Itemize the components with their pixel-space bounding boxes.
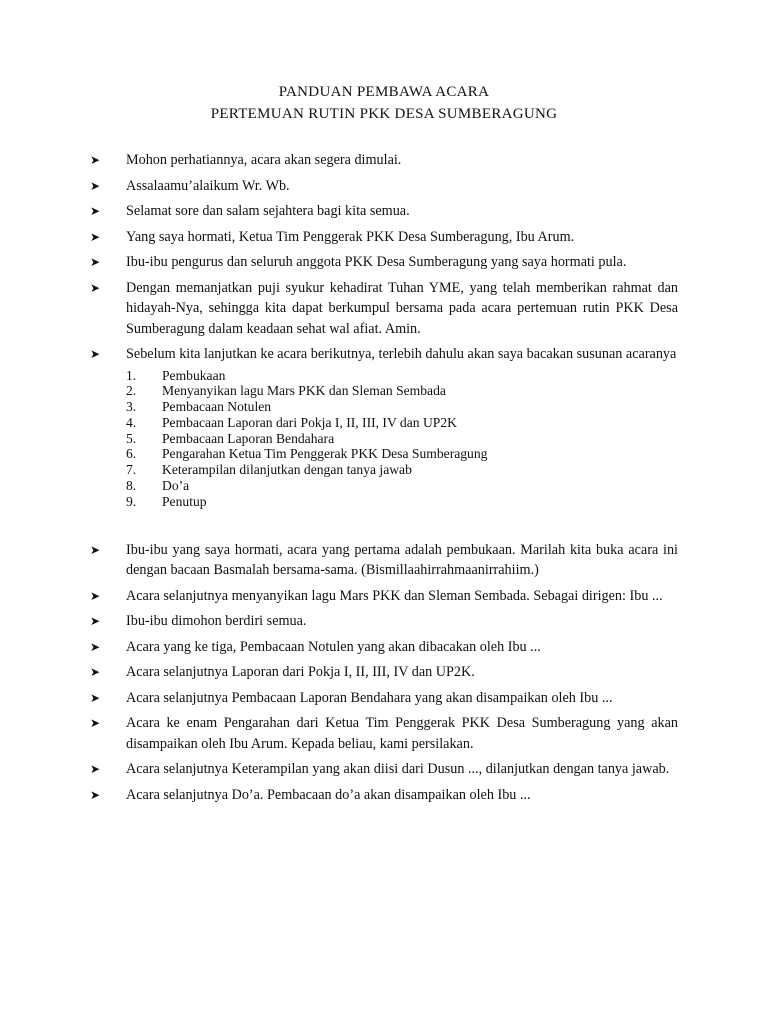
arrowhead-bullet-icon: ➤: [90, 280, 101, 295]
agenda-item: [126, 446, 678, 462]
agenda-number: 5.: [126, 430, 137, 446]
agenda-number: 1.: [126, 367, 137, 383]
agenda-item: [126, 383, 678, 399]
bullet-text: Yang saya hormati, Ketua Tim Penggerak PKK Desa Sumberagung, Ibu Arum.: [126, 228, 575, 245]
agenda-number: 2.: [126, 383, 137, 399]
bullet-item: [88, 344, 678, 365]
arrowhead-bullet-icon: ➤: [90, 588, 101, 603]
agenda-item: [126, 462, 678, 478]
arrowhead-bullet-icon: ➤: [90, 639, 101, 654]
bullet-item: [88, 611, 678, 632]
agenda-list: [126, 368, 678, 510]
bullet-item: [88, 540, 678, 581]
agenda-text: Pembacaan Laporan Bendahara: [162, 430, 335, 446]
bullet-item: [88, 278, 678, 340]
document-title-line1: PANDUAN PEMBAWA ACARA: [278, 84, 490, 100]
agenda-number: 8.: [126, 478, 137, 494]
bullet-text: Ibu-ibu pengurus dan seluruh anggota PKK Desa Sumberagung yang saya hormati pula.: [126, 254, 627, 270]
arrowhead-bullet-icon: ➤: [90, 614, 101, 629]
bullet-text: Ibu-ibu yang saya hormati, acara yang pertama adalah pembukaan. Marilah kita buka acara ini dengan bacaan Basmalah bersama-sama. (Bismillaahirrahmaanirrahiim.): [126, 541, 678, 579]
arrowhead-bullet-icon: ➤: [90, 690, 101, 705]
agenda-number: 4.: [126, 414, 137, 430]
agenda-text: Pembukaan: [162, 367, 226, 383]
agenda-item: [126, 399, 678, 415]
bullet-item: [88, 227, 678, 248]
bullet-item: [88, 637, 678, 658]
bullet-item: [88, 176, 678, 197]
bullet-item: [88, 759, 678, 780]
arrowhead-bullet-icon: ➤: [90, 762, 101, 777]
bullet-item: [88, 150, 678, 171]
agenda-text: Menyanyikan lagu Mars PKK dan Sleman Sembada: [162, 383, 446, 399]
bullet-text: Ibu-ibu dimohon berdiri semua.: [126, 613, 307, 630]
agenda-block: [88, 368, 678, 510]
bullet-item: [88, 785, 678, 806]
bullet-text: Acara selanjutnya menyanyikan lagu Mars PKK dan Sleman Sembada. Sebagai dirigen: Ibu ...: [126, 587, 663, 604]
arrowhead-bullet-icon: ➤: [90, 229, 101, 244]
arrowhead-bullet-icon: ➤: [90, 178, 101, 193]
agenda-text: Pengarahan Ketua Tim Penggerak PKK Desa Sumberagung: [162, 446, 488, 462]
agenda-text: Do’a: [162, 478, 190, 494]
agenda-number: 7.: [126, 462, 137, 478]
bullet-item: [88, 713, 678, 754]
bullet-text: Sebelum kita lanjutkan ke acara berikutnya, terlebih dahulu akan saya bacakan susunan acaranya: [126, 346, 677, 362]
agenda-text: Keterampilan dilanjutkan dengan tanya jawab: [162, 462, 412, 478]
agenda-text: Pembacaan Notulen: [162, 399, 272, 415]
agenda-item: [126, 431, 678, 447]
arrowhead-bullet-icon: ➤: [90, 665, 101, 680]
bullet-item: [88, 252, 678, 273]
arrowhead-bullet-icon: ➤: [90, 255, 101, 269]
bullet-item: [88, 201, 678, 222]
arrowhead-bullet-icon: ➤: [90, 347, 101, 361]
agenda-text: Pembacaan Laporan dari Pokja I, II, III, IV dan UP2K: [162, 414, 457, 430]
bullet-text: Acara ke enam Pengarahan dari Ketua Tim Penggerak PKK Desa Sumberagung yang akan disampaikan oleh Ibu Arum. Kepada beliau, kami persilakan.: [126, 715, 678, 752]
bullet-text: Acara selanjutnya Pembacaan Laporan Bendahara yang akan disampaikan oleh Ibu ...: [126, 689, 613, 706]
bullet-text: Acara selanjutnya Keterampilan yang akan diisi dari Dusun ..., dilanjutkan dengan tanya jawab.: [126, 761, 670, 778]
bullet-item: [88, 662, 678, 683]
agenda-number: 3.: [126, 399, 137, 415]
arrowhead-bullet-icon: ➤: [90, 542, 101, 557]
agenda-item: [126, 494, 678, 510]
bullet-text: Assalaamu’alaikum Wr. Wb.: [126, 177, 290, 194]
arrowhead-bullet-icon: ➤: [90, 716, 101, 731]
bullet-text: Acara yang ke tiga, Pembacaan Notulen yang akan dibacakan oleh Ibu ...: [126, 638, 541, 655]
agenda-number: 9.: [126, 493, 137, 509]
bullet-item: [88, 688, 678, 709]
agenda-text: Penutup: [162, 493, 207, 509]
agenda-item: [126, 368, 678, 384]
bullet-list: [88, 150, 678, 810]
arrowhead-bullet-icon: ➤: [90, 787, 101, 802]
document-title-line2: PERTEMUAN RUTIN PKK DESA SUMBERAGUNG: [210, 106, 558, 122]
agenda-number: 6.: [126, 446, 137, 462]
arrowhead-bullet-icon: ➤: [90, 153, 101, 167]
agenda-item: [126, 478, 678, 494]
bullet-text: Mohon perhatiannya, acara akan segera dimulai.: [126, 152, 402, 168]
agenda-item: [126, 415, 678, 431]
bullet-item: [88, 586, 678, 607]
bullet-text: Acara selanjutnya Do’a. Pembacaan do’a akan disampaikan oleh Ibu ...: [126, 786, 531, 803]
bullet-text: Dengan memanjatkan puji syukur kehadirat Tuhan YME, yang telah memberikan rahmat dan hidayah-Nya, sehingga kita dapat berkumpul bersama pada acara pertemuan rutin PKK Desa Sumberagung dalam keadaan sehat wal afiat. Amin.: [126, 279, 678, 337]
bullet-text: Acara selanjutnya Laporan dari Pokja I, II, III, IV dan UP2K.: [126, 664, 475, 681]
arrowhead-bullet-icon: ➤: [90, 204, 101, 218]
bullet-text: Selamat sore dan salam sejahtera bagi kita semua.: [126, 203, 410, 219]
